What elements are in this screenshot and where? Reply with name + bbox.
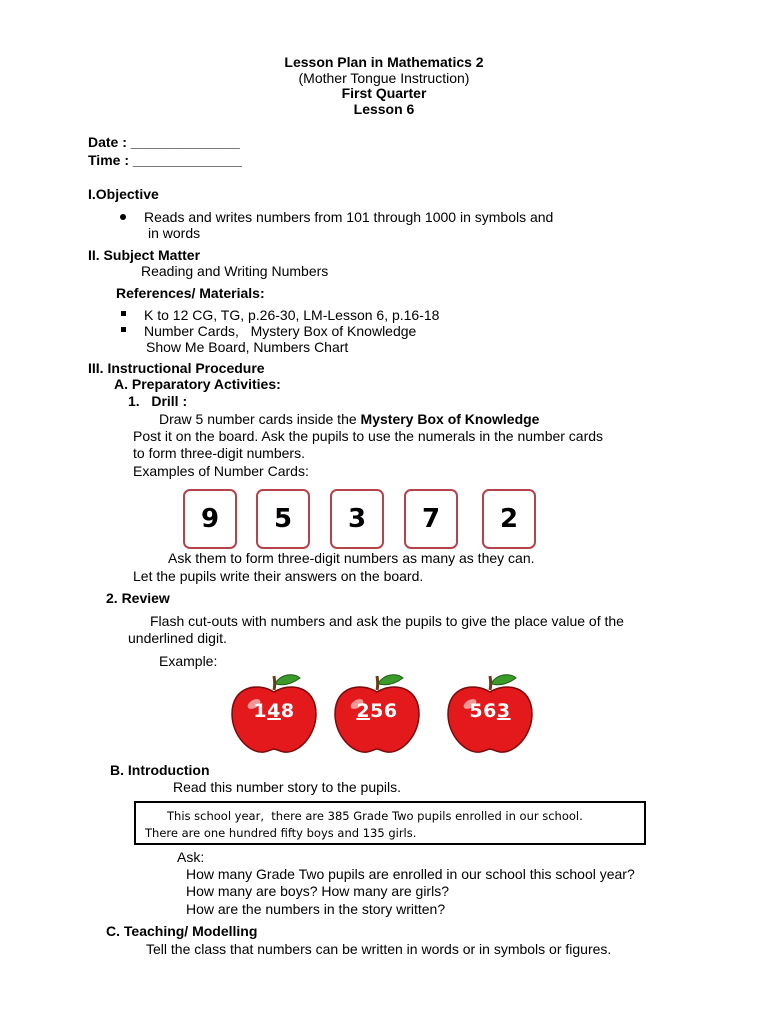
reference-2-continued: Show Me Board, Numbers Chart xyxy=(146,339,349,355)
example-label: Example: xyxy=(159,653,218,669)
doc-subtitle: (Mother Tongue Instruction) xyxy=(298,70,470,86)
subject-topic: Reading and Writing Numbers xyxy=(141,263,329,279)
number-card: 2 xyxy=(482,489,536,549)
drill-heading: 1. Drill : xyxy=(128,393,188,409)
story-line-2: There are one hundred fifty boys and 135 girls. xyxy=(145,826,417,840)
references-heading: References/ Materials: xyxy=(116,285,265,301)
apple-digits: 1 xyxy=(253,700,268,722)
drill-line-1-text: Draw 5 number cards inside the xyxy=(159,411,361,427)
apple-number xyxy=(331,700,423,722)
after-cards-line-2: Let the pupils write their answers on the board. xyxy=(133,568,424,584)
underlined-digit: 3 xyxy=(496,700,511,722)
underlined-digit: 2 xyxy=(356,700,371,722)
review-heading: 2. Review xyxy=(106,590,170,606)
number-card: 7 xyxy=(404,489,458,549)
apple-number xyxy=(444,700,536,722)
story-line-1: This school year, there are 385 Grade Two pupils enrolled in our school. xyxy=(167,809,583,823)
after-cards-line-1: Ask them to form three-digit numbers as many as they can. xyxy=(168,550,535,566)
apple-number xyxy=(228,700,320,722)
mystery-box-text: Mystery Box of Knowledge xyxy=(360,411,540,427)
bullet-icon xyxy=(121,311,126,316)
reference-2: Number Cards, Mystery Box of Knowledge xyxy=(144,323,417,339)
apple-cutout xyxy=(444,670,536,754)
objective-line-2: in words xyxy=(148,225,201,241)
apple-digits: 56 xyxy=(370,700,398,722)
bullet-icon xyxy=(120,214,126,220)
question-2: How many are boys? How many are girls? xyxy=(186,883,449,899)
bullet-icon xyxy=(121,327,126,332)
underlined-digit: 4 xyxy=(267,700,281,722)
subject-matter-heading: II. Subject Matter xyxy=(88,247,201,263)
number-card: 9 xyxy=(183,489,237,549)
drill-line-1 xyxy=(159,411,539,428)
teaching-line: Tell the class that numbers can be written in words or in symbols or figures. xyxy=(146,941,612,957)
objective-line-1: Reads and writes numbers from 101 through 1000 in symbols and xyxy=(144,209,554,225)
apple-cutout xyxy=(331,670,423,754)
question-3: How are the numbers in the story written? xyxy=(186,901,446,917)
apple-digits: 8 xyxy=(280,700,295,722)
time-field: Time : ______________ xyxy=(88,152,242,168)
drill-line-4: Examples of Number Cards: xyxy=(133,463,309,479)
lesson-label: Lesson 6 xyxy=(353,101,415,117)
doc-title: Lesson Plan in Mathematics 2 xyxy=(284,54,484,70)
review-line-1: Flash cut-outs with numbers and ask the pupils to give the place value of the xyxy=(150,613,624,629)
ask-label: Ask: xyxy=(177,849,205,865)
number-card: 3 xyxy=(330,489,384,549)
introduction-line: Read this number story to the pupils. xyxy=(173,779,402,795)
drill-line-2: Post it on the board. Ask the pupils to use the numerals in the number cards xyxy=(133,428,604,444)
procedure-heading: III. Instructional Procedure xyxy=(88,360,265,376)
apple-cutout xyxy=(228,670,320,754)
preparatory-heading: A. Preparatory Activities: xyxy=(114,376,281,392)
apple-digits: 56 xyxy=(469,700,497,722)
introduction-heading: B. Introduction xyxy=(110,762,210,778)
question-1: How many Grade Two pupils are enrolled in our school this school year? xyxy=(186,866,635,882)
teaching-heading: C. Teaching/ Modelling xyxy=(106,923,258,939)
date-field: Date : ______________ xyxy=(88,134,240,150)
quarter-label: First Quarter xyxy=(341,85,427,101)
drill-line-3: to form three-digit numbers. xyxy=(133,445,305,461)
review-line-2: underlined digit. xyxy=(128,630,227,646)
objective-heading: I.Objective xyxy=(88,186,159,202)
number-story-box xyxy=(134,801,646,845)
number-card: 5 xyxy=(256,489,310,549)
reference-1: K to 12 CG, TG, p.26-30, LM-Lesson 6, p.16-18 xyxy=(144,307,440,323)
